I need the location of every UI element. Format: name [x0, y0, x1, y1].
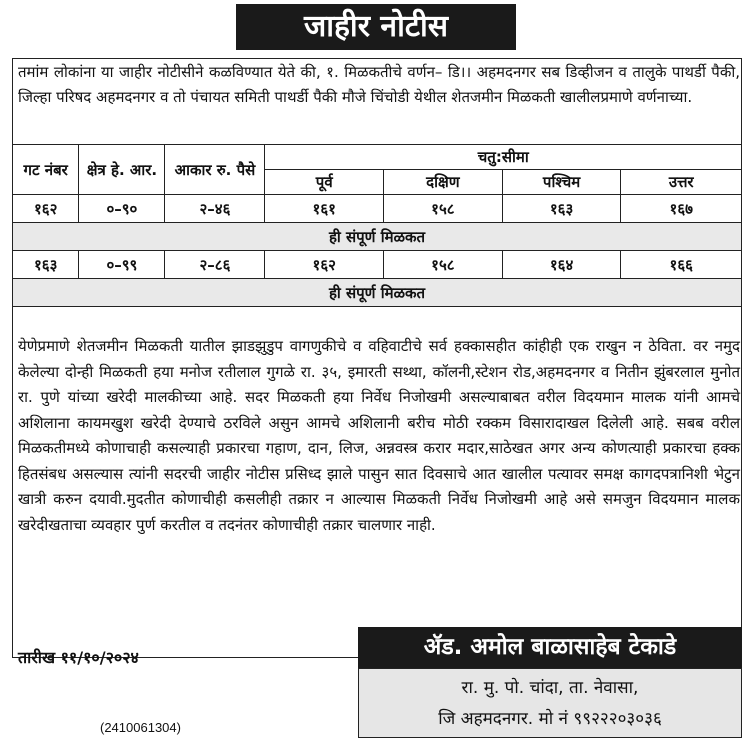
header-south: दक्षिण [384, 170, 503, 195]
address-line-2: जि अहमदनगर. मो नं ९९२२२०३०३६ [438, 709, 662, 729]
cell-gat: १६३ [13, 251, 79, 279]
cell-west: १६३ [502, 195, 621, 223]
header-boundaries: चतु:सीमा [265, 145, 742, 170]
advocate-name: ॲड. अमोल बाळासाहेब टेकाडे [358, 627, 742, 668]
body-paragraph: येणेप्रमाणे शेतजमीन मिळकती यातील झाडझुडुप वागणुकीचे व वहिवाटीचे सर्व हक्कासहीत कांहीही एक राखुन न ठेविता. वर नमुद केलेल्या दोन्ही मिळकती हया मनोज रतीलाल गुगळे रा. ३५, इमारती सथ्था, कॉलनी,स्टेशन रोड,अहमदनगर व नितीन झुंबरलाल मुनोत रा. पुणे यांच्या खरेदी मालकीच्या आहे. सदर मिळकती हया निर्वेध निजोखमी असल्याबाबत वरील विदयमान मालक यांनी आमचे अशिलाना कायमखुश खरेदी देण्याचे ठरविले असुन आमचे अशिलानी बरीच मोठी रक्कम विसारादाखल दिलेली आहे. सबब वरील मिळकतीमध्ये कोणाचाही कसल्याही प्रकारचा गहाण, दान, लिज, अन्नवस्त्र करार मदार,साठेखत अगर अन्य कोणत्याही प्रकारचा हक्क हितसंबध असल्यास त्यांनी सदरची जाहीर नोटीस प्रसिध्द झाले पासुन सात दिवसाचे आत खालील पत्यावर समक्ष कागदपत्रानिशी भेटुन खात्री करुन दयावी.मुदतीत कोणाचीही कसलीही तक्रार न आल्यास मिळकती निर्वेध निजोखमी आहे असे समजुन विदयमान मालक खरेदीखताचा व्यवहार पुर्ण करतील व तदनंतर कोणाचीही तक्रार चालणार नाही. [18, 337, 740, 534]
header-west: पश्चिम [502, 170, 621, 195]
header-area: क्षेत्र हे. आर. [79, 145, 165, 195]
table-note-row [13, 279, 742, 307]
cell-assessment: २–८६ [165, 251, 265, 279]
table-header-row [13, 145, 742, 170]
table-row [13, 251, 742, 279]
cell-note: ही संपूर्ण मिळकत [13, 223, 742, 251]
cell-south: १५८ [384, 251, 503, 279]
cell-area: ०–९९ [79, 251, 165, 279]
header-east: पूर्व [265, 170, 384, 195]
cell-note: ही संपूर्ण मिळकत [13, 279, 742, 307]
cell-north: १६७ [621, 195, 742, 223]
cell-area: ०–९० [79, 195, 165, 223]
cell-south: १५८ [384, 195, 503, 223]
cell-assessment: २–४६ [165, 195, 265, 223]
cell-east: १६१ [265, 195, 384, 223]
intro-paragraph: तमांम लोकांना या जाहीर नोटीसीने कळविण्यात येते की, १. मिळकतीचे वर्णन– डि।। अहमदनगर सब डिव्हीजन व तालुके पाथर्डी पैकी, जिल्हा परिषद अहमदनगर व तो पंचायत समिती पाथर्डी पैकी मौजे चिंचोडी येथील शेतजमीन मिळकती खालीलप्रमाणे वर्णनाच्या. [18, 63, 740, 106]
reference-number: (2410061304) [100, 720, 181, 735]
cell-east: १६२ [265, 251, 384, 279]
header-gat-no: गट नंबर [13, 145, 79, 195]
header-assessment: आकार रु. पैसे [165, 145, 265, 195]
property-table [12, 144, 742, 307]
cell-gat: १६२ [13, 195, 79, 223]
advocate-address [358, 668, 742, 738]
cell-west: १६४ [502, 251, 621, 279]
notice-title: जाहीर नोटीस [236, 4, 516, 50]
table-note-row [13, 223, 742, 251]
address-line-1: रा. मु. पो. चांदा, ता. नेवासा, [461, 678, 639, 698]
notice-date: तारीख ११/१०/२०२४ [18, 648, 139, 667]
table-row [13, 195, 742, 223]
cell-north: १६६ [621, 251, 742, 279]
header-north: उत्तर [621, 170, 742, 195]
